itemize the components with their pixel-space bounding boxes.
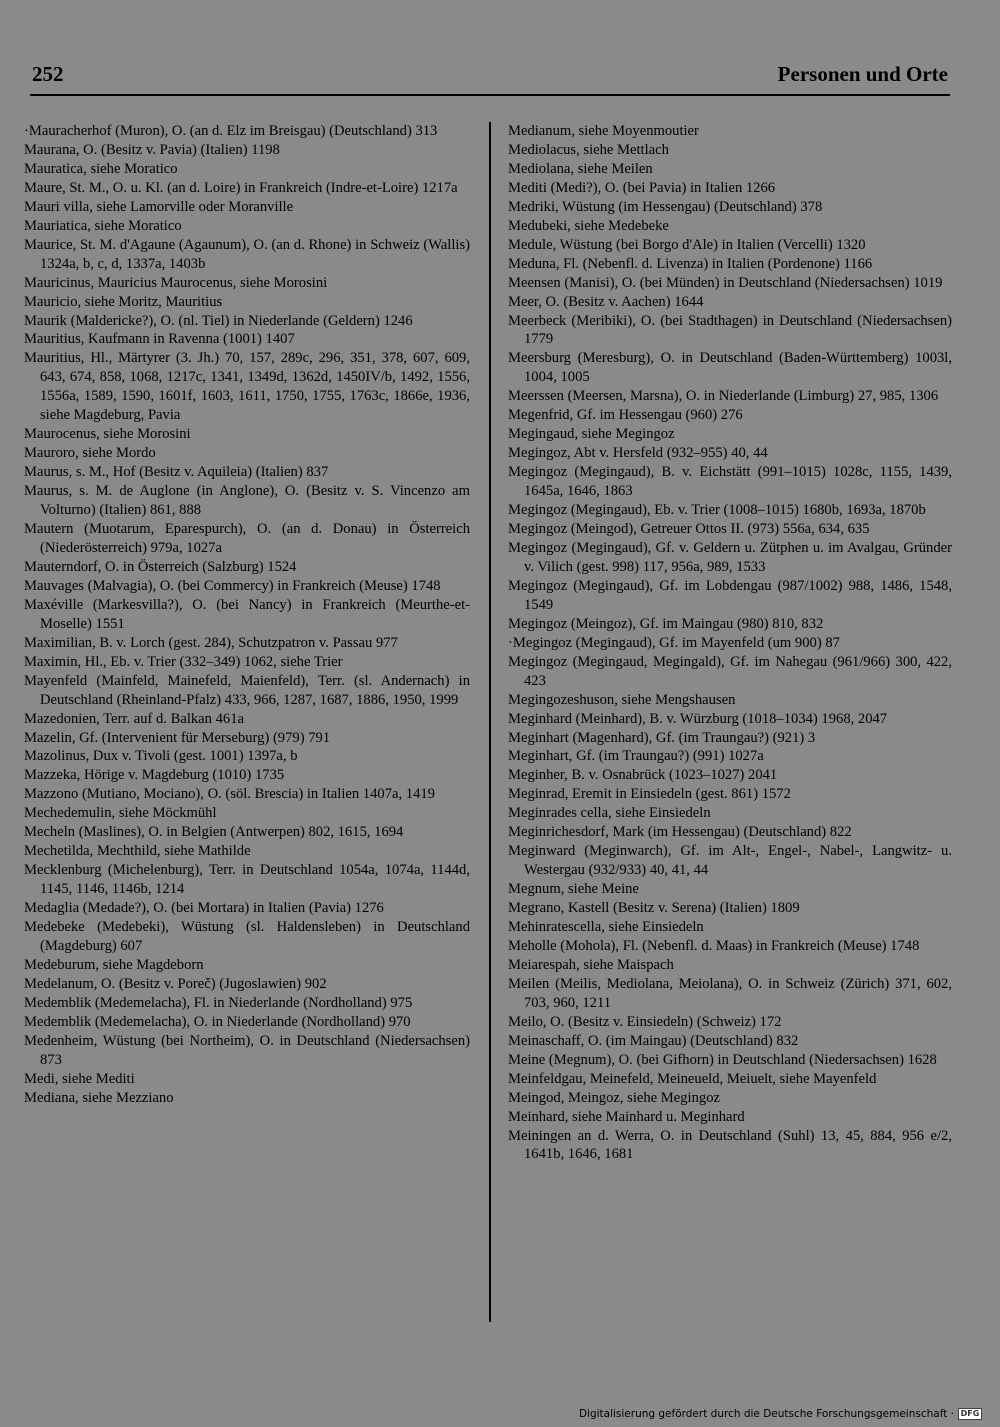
index-entry: Meginward (Meginwarch), Gf. im Alt-, Engel-, Nabel-, Langwitz- u. Westergau (932/933) 40, 41, 44 — [508, 843, 952, 879]
index-entry: Meersburg (Meresburg), O. in Deutschland (Baden-Württemberg) 1003l, 1004, 1005 — [508, 350, 952, 386]
index-entry: Maurocenus, siehe Morosini — [24, 426, 191, 443]
index-entry: Mauri villa, siehe Lamorville oder Moranville — [24, 198, 294, 215]
index-entry: Meine (Megnum), O. (bei Gifhorn) in Deutschland (Niedersachsen) 1628 — [508, 1051, 937, 1068]
page-number: 252 — [32, 62, 64, 86]
index-entry: Meensen (Manisi), O. (bei Münden) in Deutschland (Niedersachsen) 1019 — [508, 274, 943, 291]
index-entry: Maximin, Hl., Eb. v. Trier (332–349) 1062, siehe Trier — [24, 653, 343, 670]
index-entry: Medelanum, O. (Besitz v. Poreč) (Jugoslawien) 902 — [24, 975, 327, 992]
footer — [579, 1408, 982, 1420]
index-entry: Mecheln (Maslines), O. in Belgien (Antwerpen) 802, 1615, 1694 — [24, 824, 404, 841]
index-entry: Megingoz (Megingaud), B. v. Eichstätt (991–1015) 1028c, 1155, 1439, 1645a, 1646, 1863 — [508, 464, 952, 500]
footer-credit: Digitalisierung gefördert durch die Deutsche Forschungsgemeinschaft · — [578, 1408, 954, 1420]
index-entry: Meerssen (Meersen, Marsna), O. in Niederlande (Limburg) 27, 985, 1306 — [508, 388, 939, 405]
index-entry: Mayenfeld (Mainfeld, Mainefeld, Maienfeld), Terr. (sl. Andernach) in Deutschland (Rheinland-Pfalz) 433, 966, 1287, 1687, 1886, 1950, 1999 — [24, 672, 470, 708]
index-entry: Megingozeshuson, siehe Mengshausen — [508, 691, 736, 708]
index-entry: Medemblik (Medemelacha), O. in Niederlande (Nordholland) 970 — [24, 1013, 411, 1030]
index-entry: Mehinratescella, siehe Einsiedeln — [508, 919, 704, 936]
index-entry: Megingoz (Megingaud, Megingald), Gf. im Nahegau (961/966) 300, 422, 423 — [508, 653, 952, 689]
index-entry: Megingoz (Megingaud), Eb. v. Trier (1008–1015) 1680b, 1693a, 1870b — [508, 502, 926, 519]
index-entry: Mazedonien, Terr. auf d. Balkan 461a — [24, 710, 244, 727]
index-entry: Meginhart (Magenhard), Gf. (im Traungau?) (921) 3 — [508, 729, 816, 746]
index-entry: Medemblik (Medemelacha), Fl. in Niederlande (Nordholland) 975 — [24, 994, 413, 1011]
index-entry: Maurus, s. M. de Auglone (in Anglone), O. (Besitz v. S. Vincenzo am Volturno) (Italien) 861, 888 — [24, 483, 470, 519]
running-title: Personen und Orte — [777, 62, 948, 86]
index-entry: Mauritius, Kaufmann in Ravenna (1001) 1407 — [24, 331, 295, 348]
index-entry: Mazzono (Mutiano, Mociano), O. (söl. Brescia) in Italien 1407a, 1419 — [24, 786, 435, 803]
index-entry: Maure, St. M., O. u. Kl. (an d. Loire) in Frankreich (Indre-et-Loire) 1217a — [24, 179, 458, 196]
index-entry: Medubeki, siehe Medebeke — [508, 217, 669, 234]
index-entry: Meinhard, siehe Mainhard u. Meginhard — [508, 1108, 745, 1125]
index-entry: Mauvages (Malvagia), O. (bei Commercy) in Frankreich (Meuse) 1748 — [24, 577, 441, 594]
index-entry: Medriki, Wüstung (im Hessengau) (Deutschland) 378 — [508, 198, 823, 215]
index-entry: Maurik (Maldericke?), O. (nl. Tiel) in Niederlande (Geldern) 1246 — [24, 312, 413, 329]
index-entry: Megingoz (Megingaud), Gf. im Lobdengau (987/1002) 988, 1486, 1548, 1549 — [508, 577, 952, 613]
index-entry: Mazelin, Gf. (Intervenient für Merseburg) (979) 791 — [24, 729, 331, 746]
index-entry: Mediti (Medi?), O. (bei Pavia) in Italien 1266 — [508, 179, 776, 196]
page-header — [30, 58, 950, 96]
index-entry: Medi, siehe Mediti — [24, 1070, 135, 1087]
index-entry: Megingoz (Megingaud), Gf. v. Geldern u. Zütphen u. im Avalgau, Gründer v. Vilich (gest. 998) 117, 956a, 989, 1533 — [508, 539, 952, 575]
index-entry: Meer, O. (Besitz v. Aachen) 1644 — [508, 293, 704, 310]
index-entry: Medule, Wüstung (bei Borgo d'Ale) in Italien (Vercelli) 1320 — [508, 236, 866, 253]
index-entry: Maurus, s. M., Hof (Besitz v. Aquileia) (Italien) 837 — [24, 464, 329, 481]
index-entry: Mediana, siehe Mezziano — [24, 1089, 174, 1106]
index-entry: Mauricinus, Mauricius Maurocenus, siehe Morosini — [24, 274, 328, 291]
right-column — [508, 122, 952, 1164]
index-entry: Mauterndorf, O. in Österreich (Salzburg) 1524 — [24, 558, 297, 575]
index-entry: Megingaud, siehe Megingoz — [508, 426, 675, 443]
index-entry: Mazolinus, Dux v. Tivoli (gest. 1001) 1397a, b — [24, 748, 298, 765]
index-entry: Meerbeck (Meribiki), O. (bei Stadthagen) in Deutschland (Niedersachsen) 1779 — [508, 312, 952, 348]
index-entry: Medianum, siehe Moyenmoutier — [508, 123, 699, 139]
index-entry: Mauriatica, siehe Moratico — [24, 217, 182, 234]
index-entry: Megingoz (Meingod), Getreuer Ottos II. (973) 556a, 634, 635 — [508, 521, 870, 538]
index-entry: Meinaschaff, O. (im Maingau) (Deutschland) 832 — [508, 1032, 799, 1049]
index-entry: Mauricio, siehe Moritz, Mauritius — [24, 293, 223, 310]
index-entry: Meginrad, Eremit in Einsiedeln (gest. 861) 1572 — [508, 786, 791, 803]
index-entry: Meilo, O. (Besitz v. Einsiedeln) (Schweiz) 172 — [508, 1013, 782, 1030]
index-entry: Meginhart, Gf. (im Traungau?) (991) 1027a — [508, 748, 764, 765]
index-entry: Medebeke (Medebeki), Wüstung (sl. Haldensleben) in Deutschland (Magdeburg) 607 — [24, 919, 470, 954]
index-entry: Maurice, St. M. d'Agaune (Agaunum), O. (an d. Rhone) in Schweiz (Wallis) 1324a, b, c, d, 1337a, 1403b — [24, 236, 470, 272]
index-entry: Mauritius, Hl., Märtyrer (3. Jh.) 70, 157, 289c, 296, 351, 378, 607, 609, 643, 674, 858, 1068, 1217c, 1341, 1349d, 1362d, 1450IV/b, 1492, 1556, 1556a, 1589, 1590, 1601f, 1603, 1611, 1750, 1755, 1763c, 1866e, 1936, siehe Magdeburg, Pavia — [24, 350, 470, 424]
index-entry: Meilen (Meilis, Mediolana, Meiolana), O. in Schweiz (Zürich) 371, 602, 703, 960, 1211 — [508, 975, 952, 1011]
index-entry: Mediolacus, siehe Mettlach — [508, 141, 669, 158]
index-entry: Mautern (Muotarum, Eparespurch), O. (an d. Donau) in Österreich (Niederösterreich) 979a, 1027a — [24, 521, 470, 556]
index-entry: Meduna, Fl. (Nebenfl. d. Livenza) in Italien (Pordenone) 1166 — [508, 255, 873, 272]
index-entry: Megenfrid, Gf. im Hessengau (960) 276 — [508, 407, 743, 424]
index-entry: Mechedemulin, siehe Möckmühl — [24, 805, 217, 822]
index-entry: Meiningen an d. Werra, O. in Deutschland (Suhl) 13, 45, 884, 956 e/2, 1641b, 1646, 1681 — [508, 1127, 952, 1163]
index-entry: Meholle (Mohola), Fl. (Nebenfl. d. Maas) in Frankreich (Meuse) 1748 — [508, 937, 920, 954]
left-column — [24, 122, 470, 1108]
index-entry: Mechetilda, Mechthild, siehe Mathilde — [24, 843, 251, 860]
index-entry: Meginhard (Meinhard), B. v. Würzburg (1018–1034) 1968, 2047 — [508, 710, 888, 727]
index-entry: ·Megingoz (Megingaud), Gf. im Mayenfeld (um 900) 87 — [508, 634, 840, 651]
index-entry: Megnum, siehe Meine — [508, 881, 639, 898]
index-entry: Mauratica, siehe Moratico — [24, 160, 178, 177]
index-entry: Megingoz (Meingoz), Gf. im Maingau (980) 810, 832 — [508, 615, 824, 632]
index-entry: Meiarespah, siehe Maispach — [508, 956, 674, 973]
dfg-logo-icon: DFG — [958, 1408, 982, 1420]
index-entry: Mauroro, siehe Mordo — [24, 445, 156, 462]
index-entry: Meingod, Meingoz, siehe Megingoz — [508, 1089, 720, 1106]
index-entry: Maxéville (Markesvilla?), O. (bei Nancy) in Frankreich (Meurthe-et-Moselle) 1551 — [24, 596, 470, 632]
index-entry: Meinfeldgau, Meinefeld, Meineueld, Meiuelt, siehe Mayenfeld — [508, 1070, 877, 1087]
index-entry: Mecklenburg (Michelenburg), Terr. in Deutschland 1054a, 1074a, 1144d, 1145, 1146, 1146b, 1214 — [24, 862, 470, 898]
index-entry: Medaglia (Medade?), O. (bei Mortara) in Italien (Pavia) 1276 — [24, 900, 384, 917]
index-entry: ·Mauracherhof (Muron), O. (an d. Elz im Breisgau) (Deutschland) 313 — [24, 123, 438, 139]
index-entry: Medeburum, siehe Magdeborn — [24, 956, 204, 973]
index-entry: Meginrades cella, siehe Einsiedeln — [508, 805, 711, 822]
index-entry: Medenheim, Wüstung (bei Northeim), O. in Deutschland (Niedersachsen) 873 — [24, 1032, 470, 1068]
index-entry: Meginrichesdorf, Mark (im Hessengau) (Deutschland) 822 — [508, 824, 852, 841]
column-divider — [489, 122, 491, 1322]
index-entry: Megrano, Kastell (Besitz v. Serena) (Italien) 1809 — [508, 900, 800, 917]
index-entry: Mazzeka, Hörige v. Magdeburg (1010) 1735 — [24, 767, 285, 784]
index-entry: Maurana, O. (Besitz v. Pavia) (Italien) 1198 — [24, 141, 280, 158]
index-entry: Meginher, B. v. Osnabrück (1023–1027) 2041 — [508, 767, 778, 784]
index-entry: Mediolana, siehe Meilen — [508, 160, 653, 177]
index-entry: Maximilian, B. v. Lorch (gest. 284), Schutzpatron v. Passau 977 — [24, 634, 398, 651]
index-entry: Megingoz, Abt v. Hersfeld (932–955) 40, 44 — [508, 445, 768, 462]
